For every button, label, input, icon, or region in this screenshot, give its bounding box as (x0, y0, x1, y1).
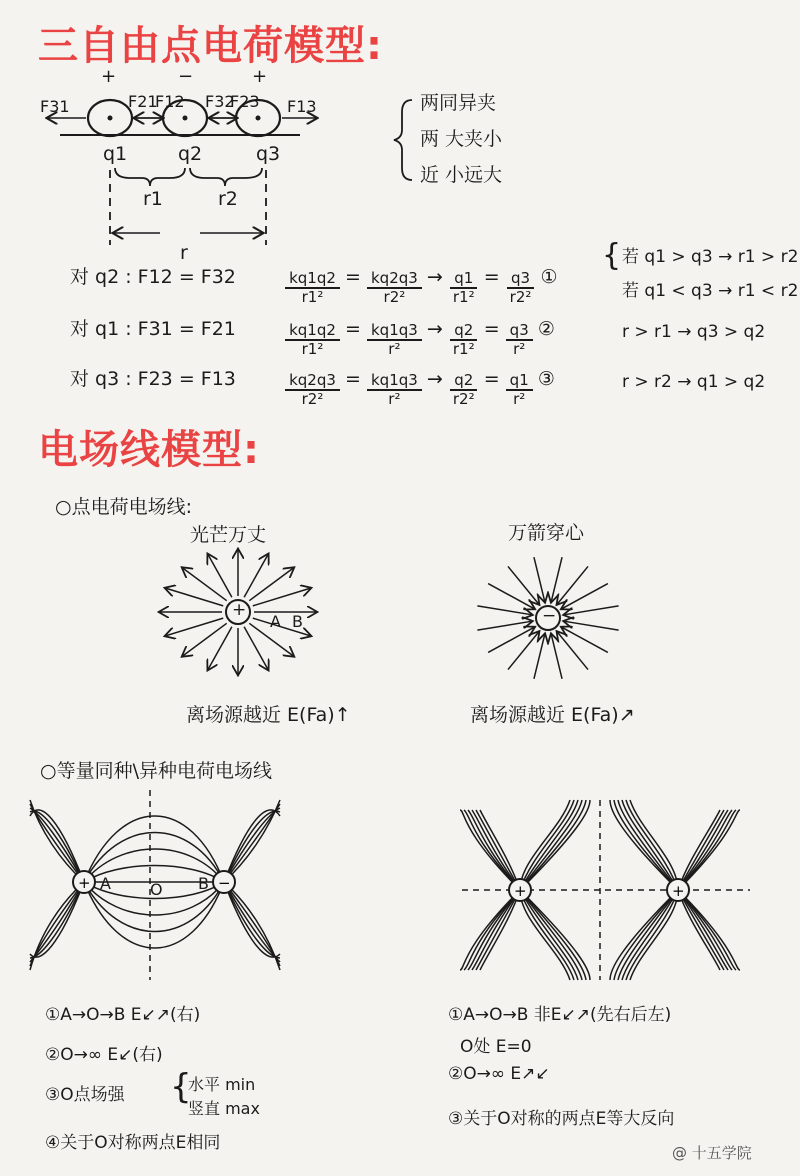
distance-label-r1: r1 (143, 188, 163, 210)
field-line (224, 804, 280, 882)
conclusion-brace: { (602, 238, 622, 273)
charge-pair-field-lines (0, 790, 800, 990)
o-point-brace: { (170, 1067, 192, 1107)
force-label-f32: F32 (205, 92, 235, 111)
sign-q2: − (178, 66, 194, 87)
positive-note: 离场源越近 E(Fa)↑ (186, 704, 351, 726)
watermark: @ 十五学院 (672, 1144, 752, 1162)
charge-label-q3: q3 (256, 143, 281, 165)
left-note-4: ④关于O对称两点E相同 (45, 1133, 221, 1153)
equation-lhs: 对 q1 : F31 = F21 (70, 318, 236, 340)
force-label-f12: F12 (155, 92, 185, 111)
conclusion-4: r > r2 → q1 > q2 (622, 372, 766, 392)
rule-2: 两 大夹小 (420, 128, 503, 150)
negative-sign: − (542, 606, 557, 626)
rule-1: 两同异夹 (420, 92, 497, 114)
svg-text:−: − (218, 874, 231, 892)
field-line (678, 810, 724, 890)
field-ray (208, 627, 232, 669)
field-line (678, 890, 728, 970)
field-ray (534, 635, 545, 679)
field-ray (477, 606, 531, 615)
right-note-2: O处 E=0 (460, 1037, 532, 1057)
charge-q1 (88, 100, 132, 136)
force-label-f13: F13 (287, 97, 317, 116)
force-label-f23: F23 (230, 92, 260, 111)
positive-caption: 光芒万丈 (190, 524, 267, 546)
field-ray (565, 606, 619, 615)
field-ray (477, 621, 531, 630)
conclusion-2: 若 q1 < q3 → r1 < r2 (622, 281, 799, 301)
field-ray (562, 584, 608, 609)
force-label-f31: F31 (40, 97, 70, 116)
distance-label-r: r (180, 242, 188, 264)
distance-label-r2: r2 (218, 188, 238, 210)
dipole-label-b: B (198, 874, 209, 893)
svg-text:+: + (672, 882, 685, 900)
fraction: $\frac{kq1q2}{\text{r1²}}$ (285, 322, 340, 358)
dipole-label-a: A (100, 874, 111, 893)
equation-tag: ② (537, 318, 555, 340)
equation-lhs: 对 q2 : F12 = F32 (70, 266, 236, 288)
section2-title: 电场线模型: (38, 427, 260, 473)
point-b-label: B (292, 612, 303, 631)
right-note-1: ①A→O→B 非E↙↗(先右后左) (448, 1005, 672, 1025)
field-ray (565, 621, 619, 630)
left-note-3: ③O点场强 (45, 1085, 125, 1105)
equation-tag: ③ (537, 368, 555, 390)
charge-label-q1: q1 (103, 143, 128, 165)
field-line (622, 890, 678, 980)
fraction: $\frac{q1}{\text{r²}}$ (506, 372, 533, 408)
conclusion-1: 若 q1 > q3 → r1 > r2 (622, 247, 799, 267)
force-label-f21: F21 (128, 92, 158, 111)
sign-q3: + (252, 66, 268, 87)
field-ray (508, 632, 539, 669)
field-ray (557, 632, 588, 669)
fraction: $\frac{kq1q3}{\text{r²}}$ (367, 322, 422, 358)
field-ray (557, 566, 588, 603)
point-charge-field-lines (0, 540, 800, 700)
dipole-label-o: O (150, 880, 163, 899)
fraction: $\frac{kq2q3}{\text{r2²}}$ (367, 270, 422, 306)
field-ray (488, 584, 534, 609)
left-note-2: ②O→∞ E↙(右) (45, 1045, 163, 1065)
charge-label-q2: q2 (178, 143, 203, 165)
fraction: $\frac{kq2q3}{\text{r2²}}$ (285, 372, 340, 408)
field-ray (551, 635, 562, 679)
equation-row-1: 对 q2 : F12 = F32 $\frac{kq1q2}{\text{r1²}}$ = $\frac{kq2q3}{\text{r2²}}$ → $\frac{q1}{\text{r1²}}$ = $\frac{q3}{\text{r2²}}$ ① (70, 262, 610, 306)
fraction: $\frac{q2}{\text{r1²}}$ (449, 322, 479, 358)
fraction: $\frac{q1}{\text{r1²}}$ (449, 270, 479, 306)
o-point-option-1: 水平 min (188, 1075, 256, 1094)
equation-tag: ① (540, 266, 558, 288)
equation-row-3: 对 q3 : F23 = F13 $\frac{kq2q3}{\text{r2²}}$ = $\frac{kq1q3}{\text{r²}}$ → $\frac{q2}{\text{r2²}}$ = $\frac{q1}{\text{r²}}$ ③ (70, 364, 610, 408)
field-ray (562, 627, 608, 652)
right-note-3: ②O→∞ E↗↙ (448, 1064, 550, 1084)
field-line (622, 800, 678, 890)
field-line (520, 800, 578, 890)
field-ray (244, 555, 268, 597)
equation-lhs: 对 q3 : F23 = F13 (70, 368, 236, 390)
svg-text:+: + (514, 882, 527, 900)
field-ray (244, 627, 268, 669)
negative-note: 离场源越近 E(Fa)↗ (470, 704, 635, 726)
field-line (520, 890, 578, 980)
fraction: $\frac{q3}{\text{r2²}}$ (506, 270, 536, 306)
field-line (678, 890, 724, 970)
field-line (476, 810, 520, 890)
point-charge-heading: ○点电荷电场线: (55, 496, 192, 518)
o-point-option-2: 竖直 max (188, 1099, 260, 1118)
point-a-label: A (270, 612, 281, 631)
pair-heading: ○等量同种\异种电荷电场线 (40, 760, 272, 782)
positive-sign: + (232, 600, 247, 620)
field-ray (508, 566, 539, 603)
rule-3: 近 小远大 (420, 164, 503, 186)
fraction: $\frac{kq1q2}{\text{r1²}}$ (285, 270, 340, 306)
right-note-4: ③关于O对称的两点E等大反向 (448, 1109, 675, 1129)
field-ray (551, 557, 562, 601)
svg-text:+: + (78, 874, 91, 892)
left-note-1: ①A→O→B E↙↗(右) (45, 1005, 201, 1025)
section1-title: 三自由点电荷模型: (38, 23, 383, 69)
field-line (678, 810, 728, 890)
sign-q1: + (101, 66, 117, 87)
conclusion-3: r > r1 → q3 > q2 (622, 322, 766, 342)
fraction: $\frac{kq1q3}{\text{r²}}$ (367, 372, 422, 408)
field-ray (488, 627, 534, 652)
equation-row-2: 对 q1 : F31 = F21 $\frac{kq1q2}{\text{r1²}}$ = $\frac{kq1q3}{\text{r²}}$ → $\frac{q2}{\text{r1²}}$ = $\frac{q3}{\text{r²}}$ ② (70, 314, 610, 358)
fraction: $\frac{q2}{\text{r2²}}$ (449, 372, 479, 408)
negative-caption: 万箭穿心 (508, 522, 585, 544)
fraction: $\frac{q3}{\text{r²}}$ (506, 322, 533, 358)
field-line (476, 890, 520, 970)
field-ray (208, 555, 232, 597)
field-ray (534, 557, 545, 601)
